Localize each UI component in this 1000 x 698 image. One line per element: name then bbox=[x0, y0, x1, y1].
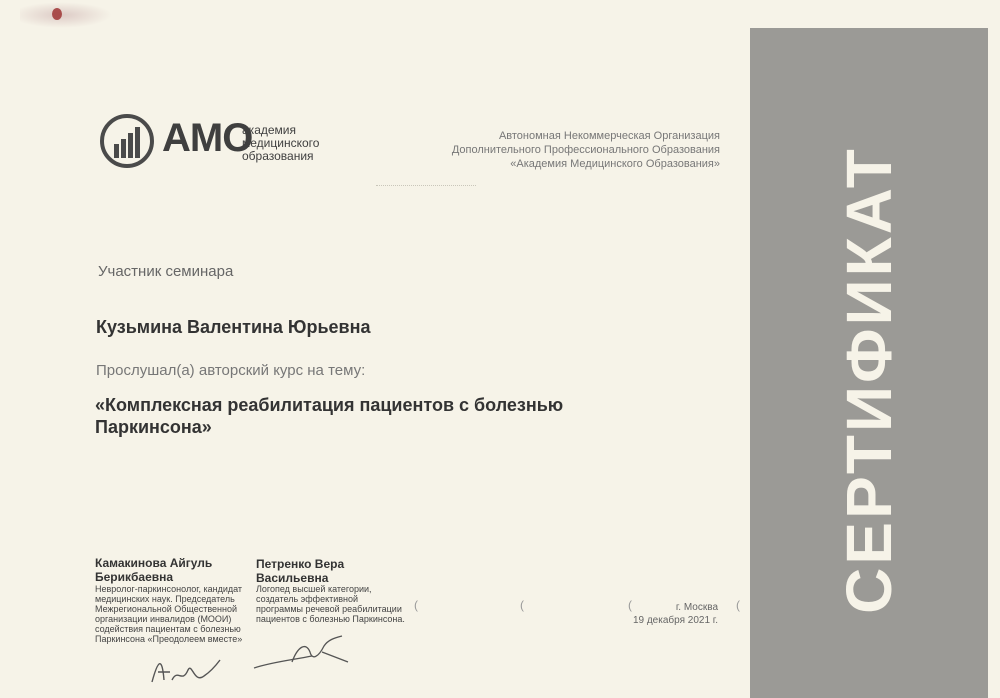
organization-line: Автономная Некоммерческая Организация bbox=[498, 130, 720, 142]
signatory-1-description: Невролог-паркинсонолог, кандидат медицинских наук. Председатель Межрегиональной Общественной организации инвалидов (МООИ) содействия пациентам с болезнью Паркинсона «Преодолеем вместе» bbox=[95, 584, 243, 644]
print-mark: ( bbox=[414, 598, 418, 612]
divider bbox=[376, 185, 476, 186]
logo-name-line: медицинского bbox=[242, 136, 320, 150]
signatory-2-name: Петренко Вера Васильевна bbox=[256, 557, 345, 585]
issue-date: 19 декабря 2021 г. bbox=[632, 615, 718, 626]
print-mark: ( bbox=[628, 598, 632, 612]
amo-logo-icon bbox=[100, 114, 154, 168]
organization-line: «Академия Медицинского Образования» bbox=[510, 158, 720, 170]
logo-name-line: образования bbox=[242, 149, 314, 163]
certificate-title: СЕРТИФИКАТ bbox=[833, 146, 905, 614]
organization-name bbox=[452, 129, 720, 171]
logo-abbreviation: АМО bbox=[162, 116, 253, 160]
signatory-1-name: Камакинова Айгуль Берикбаевна bbox=[95, 556, 213, 584]
print-mark: ( bbox=[736, 598, 740, 612]
print-mark: ( bbox=[520, 598, 524, 612]
signature-1 bbox=[148, 650, 228, 690]
participant-name: Кузьмина Валентина Юрьевна bbox=[96, 317, 371, 337]
participant-label: Участник семинара bbox=[98, 263, 234, 280]
organization-line: Дополнительного Профессионального Образования bbox=[451, 144, 720, 156]
signature-2 bbox=[252, 632, 362, 674]
issue-city: г. Москва bbox=[675, 602, 718, 613]
topic-intro: Прослушал(а) авторский курс на тему: bbox=[96, 362, 366, 379]
ink-stain bbox=[20, 2, 112, 28]
signatory-2-description: Логопед высшей категории, создатель эффективной программы речевой реабилитации пациентов с болезнью Паркинсона. bbox=[256, 584, 405, 624]
logo-name bbox=[242, 124, 352, 163]
issue-place-date bbox=[633, 601, 718, 627]
course-topic: «Комплексная реабилитация пациентов с болезнью Паркинсона» bbox=[95, 395, 564, 437]
logo-name-line: академия bbox=[242, 123, 296, 137]
